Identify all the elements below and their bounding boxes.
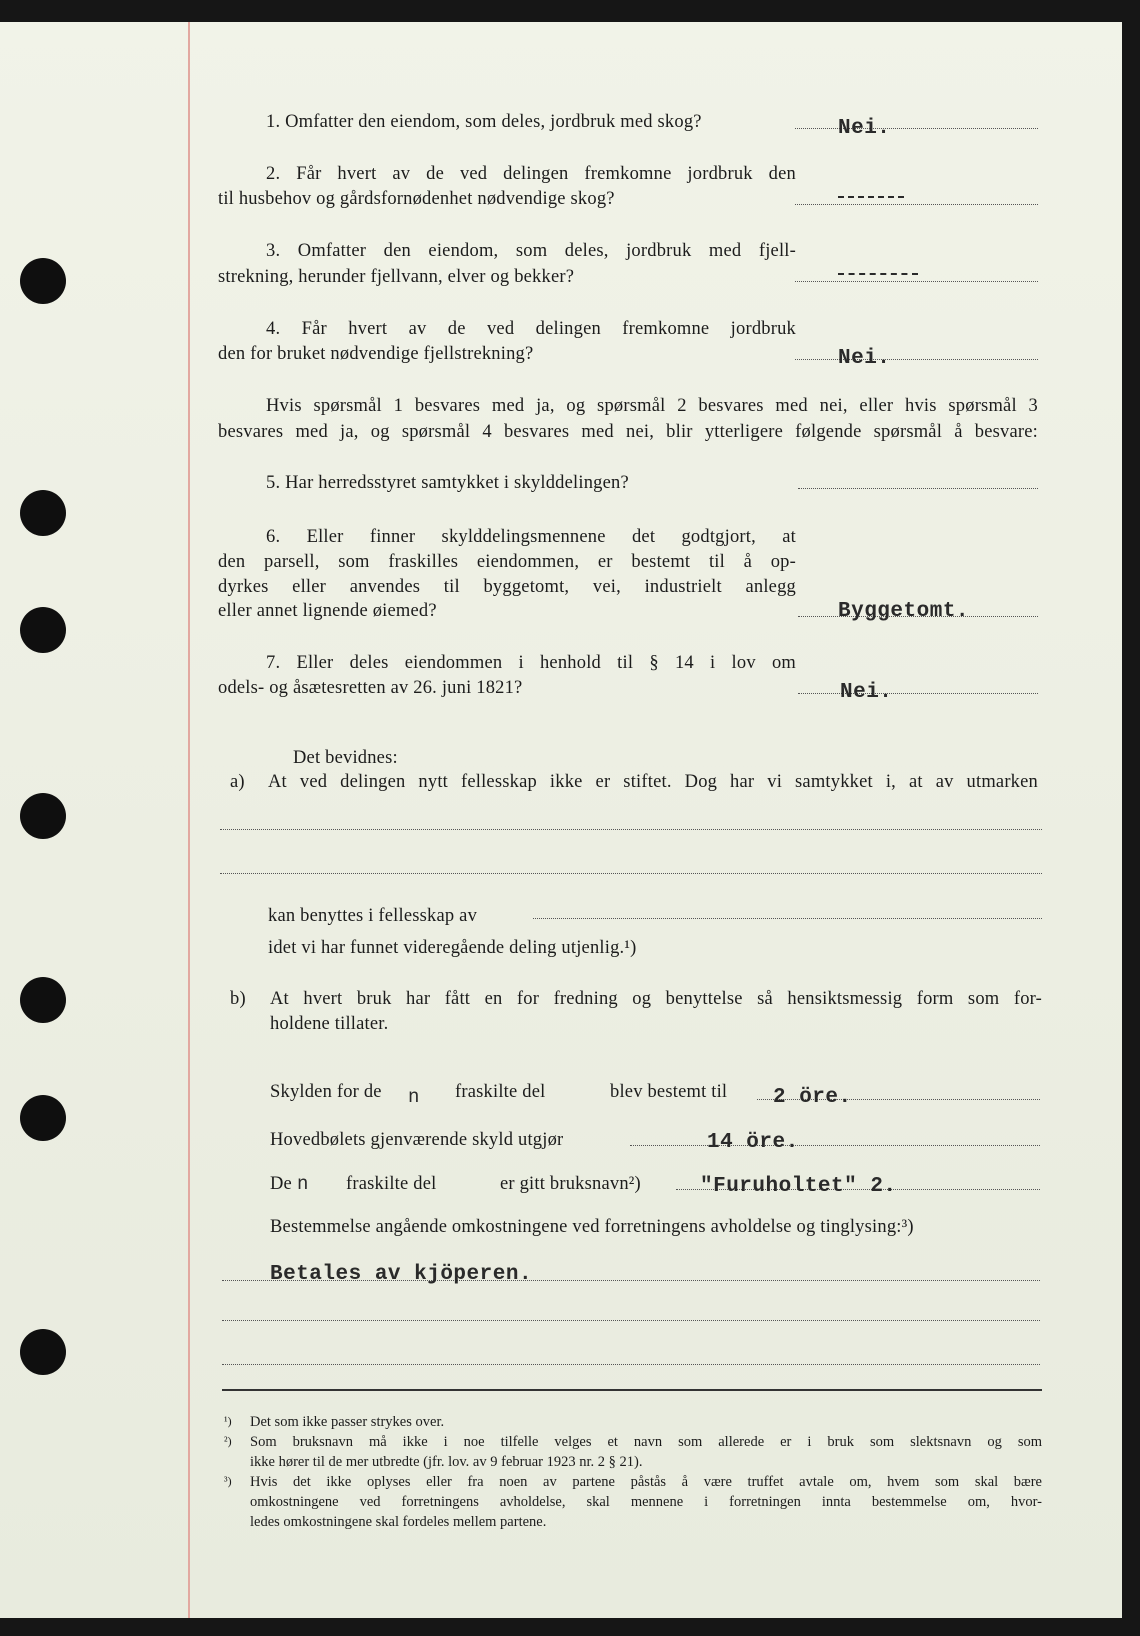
answer-3-dash [838, 273, 918, 275]
question-6-line-3: dyrkes eller anvendes til byggetomt, vei, industrielt anlegg [218, 577, 796, 597]
punch-hole [20, 793, 66, 839]
idet-text: idet vi har funnet videregående deling utjenlig.¹) [268, 938, 637, 958]
conditional-line-2: besvares med ja, og spørsmål 4 besvares med nei, blir ytterligere følgende spørsmål å besvare: [218, 422, 1038, 442]
bevidnes-heading: Det bevidnes: [293, 748, 398, 768]
question-7-line-1: 7. Eller deles eiendommen i henhold til § 14 i lov om [266, 653, 796, 673]
footnote-marker: ²) [224, 1434, 232, 1448]
footnote-2-line-1: Som bruksnavn må ikke i noe tilfelle velges et navn som allerede er i bruk som slektsnavn og som [250, 1434, 1042, 1450]
question-3-line-2: strekning, herunder fjellvann, elver og bekker? [218, 267, 575, 287]
answer-1: Nei. [838, 117, 891, 140]
footnote-2-line-2: ikke hører til de mer utbredte (jfr. lov. av 9 februar 1923 nr. 2 § 21). [250, 1454, 643, 1470]
footnote-marker: ³) [224, 1474, 232, 1488]
item-a-label: a) [230, 772, 245, 792]
punch-hole [20, 258, 66, 304]
answer-4: Nei. [838, 347, 891, 370]
question-1: 1. Omfatter den eiendom, som deles, jordbruk med skog? [266, 112, 702, 132]
footnote-rule [222, 1389, 1042, 1391]
footnote-3-line-1: Hvis det ikke oplyses eller fra noen av partene påstås å være truffet avtale om, hvem som skal bære [250, 1474, 1042, 1490]
margin-line [188, 22, 190, 1618]
bruksnavn-prefix: De [270, 1174, 292, 1194]
item-b-line-1: At hvert bruk har fått en for fredning og benyttelse så hensiktsmessig form som for- [270, 989, 1042, 1009]
scan-border-top [0, 0, 1140, 22]
bruksnavn-value: "Furuholtet" 2. [700, 1175, 897, 1198]
question-3-line-1: 3. Omfatter den eiendom, som deles, jordbruk med fjell- [266, 241, 796, 261]
fill-line [533, 918, 1042, 919]
answer-line [795, 359, 1038, 360]
footnote-3-line-3: ledes omkostningene skal fordeles mellem partene. [250, 1514, 547, 1530]
answer-line [795, 281, 1038, 282]
punch-hole [20, 977, 66, 1023]
question-4-line-1: 4. Får hvert av de ved delingen fremkomne jordbruk [266, 319, 796, 339]
omkostninger-label: Bestemmelse angående omkostningene ved forretningens avholdelse og tinglysing:³) [270, 1217, 914, 1237]
fill-line [220, 873, 1042, 874]
skyld-fraskilte: fraskilte del [455, 1082, 546, 1102]
skyld-bestemt: blev bestemt til [610, 1082, 728, 1102]
answer-2-dash [838, 196, 904, 198]
fill-line [222, 1364, 1040, 1365]
punch-hole [20, 490, 66, 536]
answer-7: Nei. [840, 681, 893, 704]
question-5: 5. Har herredsstyret samtykket i skylddelingen? [266, 473, 629, 493]
footnote-1: Det som ikke passer strykes over. [250, 1414, 445, 1430]
punch-hole [20, 607, 66, 653]
item-b-line-2: holdene tillater. [270, 1014, 389, 1034]
skyld-label: Skylden for de [270, 1082, 382, 1102]
skyld-value: 2 öre. [773, 1086, 852, 1109]
answer-line [798, 693, 1038, 694]
scan-border-bottom [0, 1618, 1140, 1636]
kan-benyttes-text: kan benyttes i fellesskap av [268, 906, 478, 926]
handwritten-n: n [297, 1173, 309, 1195]
question-6-line-2: den parsell, som fraskilles eiendommen, er bestemt til å op- [218, 552, 796, 572]
hovedbol-label: Hovedbølets gjenværende skyld utgjør [270, 1130, 564, 1150]
question-2-line-1: 2. Får hvert av de ved delingen fremkomne jordbruk den [266, 164, 796, 184]
answer-line [795, 128, 1038, 129]
handwritten-n: n [408, 1086, 420, 1108]
question-2-line-2: til husbehov og gårdsfornødenhet nødvendige skog? [218, 189, 615, 209]
question-7-line-2: odels- og åsætesretten av 26. juni 1821? [218, 678, 523, 698]
answer-6: Byggetomt. [838, 600, 970, 623]
punch-hole [20, 1329, 66, 1375]
answer-line [798, 488, 1038, 489]
omkostninger-value: Betales av kjöperen. [270, 1263, 533, 1286]
question-4-line-2: den for bruket nødvendige fjellstrekning? [218, 344, 534, 364]
punch-hole [20, 1095, 66, 1141]
bruksnavn-label: er gitt bruksnavn²) [500, 1174, 641, 1194]
footnote-3-line-2: omkostningene ved forretningens avholdelse, skal mennene i forretningen innta bestemmelse om, hvor- [250, 1494, 1042, 1510]
fill-line [220, 829, 1042, 830]
footnote-marker: ¹) [224, 1414, 232, 1428]
item-b-label: b) [230, 989, 246, 1009]
answer-line [795, 204, 1038, 205]
conditional-line-1: Hvis spørsmål 1 besvares med ja, og spørsmål 2 besvares med nei, eller hvis spørsmål 3 [266, 396, 1038, 416]
fill-line [222, 1320, 1040, 1321]
question-6-line-4: eller annet lignende øiemed? [218, 601, 437, 621]
fill-line [630, 1145, 1040, 1146]
bruksnavn-fraskilte: fraskilte del [346, 1174, 437, 1194]
scan-border-right [1122, 0, 1140, 1636]
item-a-text: At ved delingen nytt fellesskap ikke er stiftet. Dog har vi samtykket i, at av utmarken [268, 772, 1038, 792]
question-6-line-1: 6. Eller finner skylddelingsmennene det godtgjort, at [266, 527, 796, 547]
hovedbol-value: 14 öre. [707, 1131, 799, 1154]
